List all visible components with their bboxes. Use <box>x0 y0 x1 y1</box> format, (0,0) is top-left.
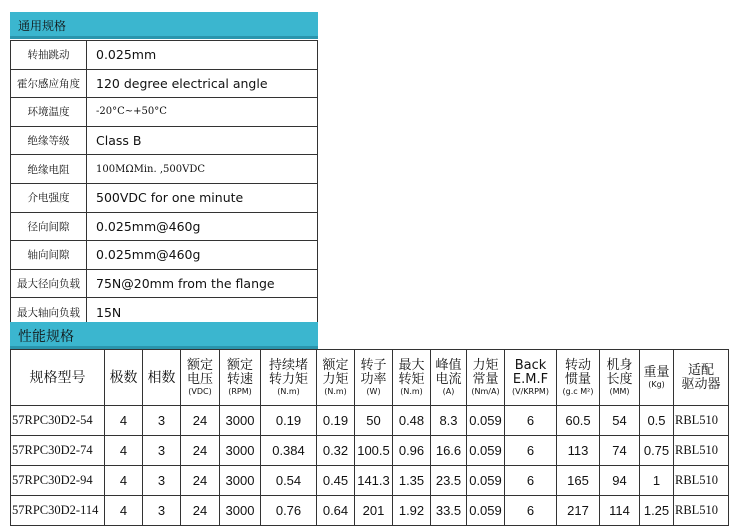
column-header <box>105 350 143 406</box>
column-header-label: 力矩 <box>472 357 499 373</box>
column-header-label: 转动 <box>564 357 591 373</box>
table-cell: 0.75 <box>640 436 674 466</box>
column-header <box>674 350 729 406</box>
spec-value: 0.025mm <box>87 41 318 70</box>
spec-value: 100MΩMin. ,500VDC <box>87 155 318 184</box>
spec-row <box>11 126 318 155</box>
table-cell: 4 <box>105 436 143 466</box>
table-cell: 0.32 <box>317 436 355 466</box>
table-cell: 24 <box>181 436 220 466</box>
column-header <box>181 350 220 406</box>
column-header-unit: (g.c M²) <box>562 386 594 396</box>
column-header <box>600 350 640 406</box>
table-cell: 16.6 <box>431 436 467 466</box>
table-row <box>11 436 729 466</box>
table-cell: 33.5 <box>431 496 467 526</box>
table-cell: 0.5 <box>640 406 674 436</box>
spec-value: Class B <box>87 126 318 155</box>
driver-cell: RBL510 <box>674 466 729 496</box>
spec-key: 最大径向负载 <box>11 269 87 298</box>
column-header-label: 额定 <box>226 357 253 373</box>
column-header-label: 转力矩 <box>268 371 308 387</box>
table-cell: 24 <box>181 496 220 526</box>
table-cell: 4 <box>105 406 143 436</box>
table-cell: 60.5 <box>557 406 600 436</box>
column-header-unit: (N.m) <box>324 386 347 396</box>
table-cell: 3000 <box>220 466 261 496</box>
column-header-label: 峰值 <box>435 357 462 373</box>
column-header <box>317 350 355 406</box>
table-cell: 0.96 <box>393 436 431 466</box>
table-cell: 3 <box>143 436 181 466</box>
column-header <box>355 350 393 406</box>
column-header-label: 惯量 <box>564 371 591 387</box>
column-header <box>11 350 105 406</box>
spec-key: 轴向间隙 <box>11 241 87 270</box>
column-header-unit: (N.m) <box>277 386 300 396</box>
column-header-label: 重量 <box>643 364 670 380</box>
spec-key: 径向间隙 <box>11 212 87 241</box>
general-spec-title: 通用规格 <box>18 19 67 33</box>
table-cell: 0.64 <box>317 496 355 526</box>
spec-key: 转抽跳动 <box>11 41 87 70</box>
table-cell: 3 <box>143 496 181 526</box>
table-cell: 113 <box>557 436 600 466</box>
table-row <box>11 496 729 526</box>
table-cell: 8.3 <box>431 406 467 436</box>
column-header-label: 长度 <box>606 371 633 387</box>
column-header-label: 力矩 <box>322 371 349 387</box>
table-cell: 3000 <box>220 406 261 436</box>
table-cell: 4 <box>105 466 143 496</box>
column-header <box>393 350 431 406</box>
column-header <box>557 350 600 406</box>
column-header-label: 电压 <box>186 371 213 387</box>
table-cell: 100.5 <box>355 436 393 466</box>
table-cell: 24 <box>181 406 220 436</box>
table-cell: 0.059 <box>467 466 505 496</box>
table-cell: 0.48 <box>393 406 431 436</box>
column-header-unit: (Nm/A) <box>471 386 500 396</box>
column-header-unit: (A) <box>442 386 455 396</box>
table-row <box>11 406 729 436</box>
general-spec-table <box>10 40 318 327</box>
table-cell: 0.384 <box>261 436 317 466</box>
table-cell: 0.76 <box>261 496 317 526</box>
table-cell: 3 <box>143 466 181 496</box>
column-header-label: 最大 <box>398 357 425 373</box>
table-cell: 0.059 <box>467 496 505 526</box>
table-cell: 3000 <box>220 496 261 526</box>
spec-value: -20°C~+50°C <box>87 98 318 127</box>
column-header-label: Back <box>514 357 547 373</box>
driver-cell: RBL510 <box>674 496 729 526</box>
spec-key: 介电强度 <box>11 183 87 212</box>
table-cell: 24 <box>181 466 220 496</box>
table-cell: 0.059 <box>467 436 505 466</box>
spec-key: 霍尔感应角度 <box>11 69 87 98</box>
column-header-label: E.M.F <box>512 371 549 387</box>
spec-row <box>11 269 318 298</box>
spec-value: 15N <box>87 298 318 327</box>
table-cell: 0.54 <box>261 466 317 496</box>
spec-key: 环境温度 <box>11 98 87 127</box>
general-spec-header <box>10 12 318 39</box>
column-header <box>143 350 181 406</box>
column-header-label: 机身 <box>606 357 633 373</box>
performance-spec-title: 性能规格 <box>18 328 74 345</box>
table-cell: 3 <box>143 406 181 436</box>
table-cell: 141.3 <box>355 466 393 496</box>
spec-value: 500VDC for one minute <box>87 183 318 212</box>
column-header-label: 转矩 <box>398 371 425 387</box>
table-cell: 1.35 <box>393 466 431 496</box>
performance-spec-table <box>10 349 729 526</box>
table-cell: 165 <box>557 466 600 496</box>
driver-cell: RBL510 <box>674 406 729 436</box>
column-header-label: 适配 <box>687 362 714 378</box>
column-header <box>505 350 557 406</box>
spec-row <box>11 98 318 127</box>
spec-value: 75N@20mm from the flange <box>87 269 318 298</box>
model-cell: 57RPC30D2-114 <box>11 496 105 526</box>
column-header-unit: (N.m) <box>400 386 423 396</box>
driver-cell: RBL510 <box>674 436 729 466</box>
spec-row <box>11 212 318 241</box>
spec-row <box>11 69 318 98</box>
column-header <box>640 350 674 406</box>
column-header-label: 电流 <box>435 371 462 387</box>
column-header-label: 转速 <box>226 371 253 387</box>
spec-row <box>11 41 318 70</box>
table-cell: 6 <box>505 406 557 436</box>
spec-row <box>11 183 318 212</box>
table-cell: 0.059 <box>467 406 505 436</box>
table-cell: 4 <box>105 496 143 526</box>
column-header-label: 持续堵 <box>268 357 308 373</box>
performance-spec-header <box>10 322 318 349</box>
table-cell: 3000 <box>220 436 261 466</box>
column-header-unit: (V/KRPM) <box>512 386 549 396</box>
column-header <box>431 350 467 406</box>
table-cell: 1 <box>640 466 674 496</box>
column-header <box>220 350 261 406</box>
spec-value: 0.025mm@460g <box>87 241 318 270</box>
column-header-label: 额定 <box>186 357 213 373</box>
table-cell: 201 <box>355 496 393 526</box>
table-cell: 217 <box>557 496 600 526</box>
table-cell: 6 <box>505 466 557 496</box>
model-cell: 57RPC30D2-74 <box>11 436 105 466</box>
spec-key: 最大轴向负载 <box>11 298 87 327</box>
column-header-label: 额定 <box>322 357 349 373</box>
column-header <box>467 350 505 406</box>
table-row <box>11 466 729 496</box>
model-cell: 57RPC30D2-94 <box>11 466 105 496</box>
column-header-label: 功率 <box>360 371 387 387</box>
spec-key: 绝缘电阻 <box>11 155 87 184</box>
column-header-label: 驱动器 <box>681 376 721 392</box>
table-cell: 94 <box>600 466 640 496</box>
table-cell: 50 <box>355 406 393 436</box>
spec-row <box>11 241 318 270</box>
table-cell: 1.92 <box>393 496 431 526</box>
table-cell: 114 <box>600 496 640 526</box>
column-header-unit: (RPM) <box>228 386 252 396</box>
table-cell: 23.5 <box>431 466 467 496</box>
spec-row <box>11 155 318 184</box>
column-header-unit: (VDC) <box>188 386 212 396</box>
model-cell: 57RPC30D2-54 <box>11 406 105 436</box>
table-cell: 54 <box>600 406 640 436</box>
column-header-unit: (MM) <box>609 386 630 396</box>
table-cell: 6 <box>505 496 557 526</box>
column-header-label: 转子 <box>360 357 387 373</box>
column-header-unit: (Kg) <box>648 379 665 389</box>
column-header-label: 相数 <box>147 369 176 386</box>
table-cell: 0.45 <box>317 466 355 496</box>
column-header-label: 规格型号 <box>29 369 86 386</box>
table-cell: 0.19 <box>261 406 317 436</box>
spec-value: 120 degree electrical angle <box>87 69 318 98</box>
column-header-label: 常量 <box>472 371 499 387</box>
table-cell: 0.19 <box>317 406 355 436</box>
table-cell: 74 <box>600 436 640 466</box>
column-header <box>261 350 317 406</box>
spec-key: 绝缘等级 <box>11 126 87 155</box>
table-cell: 1.25 <box>640 496 674 526</box>
column-header-label: 极数 <box>109 369 138 386</box>
spec-value: 0.025mm@460g <box>87 212 318 241</box>
column-header-unit: (W) <box>366 386 381 396</box>
table-cell: 6 <box>505 436 557 466</box>
